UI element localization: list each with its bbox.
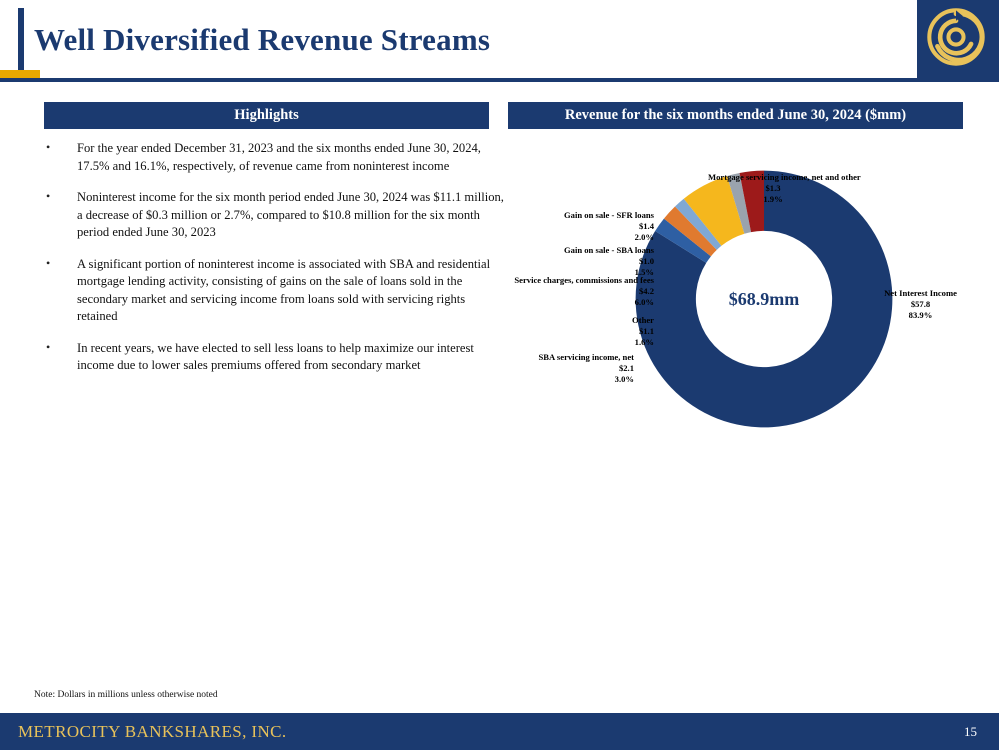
chart-label-gain-sfr [508, 210, 654, 243]
donut-slices [633, 168, 895, 430]
slide-header [0, 0, 999, 78]
bullet-text: Noninterest income for the six month period ended June 30, 2024 was $11.1 million, a decrease of $0.3 million or 2.7%, compared to $10.8 million for the six month period ended June 30, 2023 [77, 190, 504, 239]
chart-label-value: $2.1 [618, 363, 634, 373]
list-item [44, 189, 504, 242]
highlights-bullet-list [44, 140, 504, 389]
footnote: Note: Dollars in millions unless otherwise noted [34, 690, 218, 700]
footer-brand: METROCITY BANKSHARES, INC. [18, 722, 287, 741]
swirl-logo-icon [927, 8, 985, 66]
chart-label-net-interest-income [878, 288, 963, 321]
chart-label-name: Gain on sale - SFR loans [563, 210, 654, 220]
bullet-marker-icon: • [46, 189, 51, 203]
chart-label-name: Other [632, 315, 654, 325]
logo-container [917, 0, 999, 78]
header-left-rule [18, 8, 24, 70]
chart-label-name: Gain on sale - SBA loans [563, 245, 654, 255]
bullet-text: A significant portion of noninterest income is associated with SBA and residential mortgage lending activity, consisting of gains on the sale of loans sold in the secondary market and servicing income from loans sold with servicing rights retained [77, 256, 491, 323]
chart-label-percent: 2.0% [634, 232, 654, 242]
bullet-marker-icon: • [46, 339, 51, 354]
bullet-marker-icon: • [46, 255, 51, 270]
chart-label-sba-servicing [508, 352, 634, 385]
page-title: Well Diversified Revenue Streams [34, 22, 491, 57]
chart-label-percent: 83.9% [908, 310, 933, 320]
chart-label-other [528, 315, 654, 348]
donut-svg-wrapper [633, 168, 895, 430]
chart-label-name: Service charges, commissions and fees [514, 275, 654, 285]
list-item [44, 340, 504, 375]
bullet-text: For the year ended December 31, 2023 and the six months ended June 30, 2024, 17.5% and 16.1%, respectively, of revenue came from noninterest income [77, 141, 481, 173]
revenue-donut-chart [508, 140, 963, 470]
highlights-section-header: Highlights [44, 102, 489, 129]
chart-label-percent: 6.0% [634, 297, 654, 307]
chart-label-percent: 1.6% [634, 337, 654, 347]
header-underline [0, 78, 999, 82]
chart-label-value: $4.2 [638, 286, 654, 296]
revenue-section-header: Revenue for the six months ended June 30, 2024 ($mm) [508, 102, 963, 129]
page-number: 15 [964, 724, 977, 739]
chart-label-percent: 3.0% [614, 374, 634, 384]
chart-label-mortgage-servicing [708, 172, 861, 205]
chart-label-value: $57.8 [910, 299, 931, 309]
chart-label-percent: 1.9% [763, 194, 783, 204]
bullet-text: In recent years, we have elected to sell less loans to help maximize our interest income due to lower sales premiums offered from secondary market [77, 340, 474, 372]
chart-label-value: $1.3 [765, 183, 781, 193]
donut-center-total: $68.9mm [728, 288, 800, 309]
list-item [44, 256, 504, 326]
chart-label-name: Mortgage servicing income, net and other [708, 172, 861, 182]
chart-label-name: Net Interest Income [884, 288, 957, 298]
bullet-marker-icon: • [46, 140, 51, 154]
list-item [44, 140, 504, 175]
chart-label-service-charges [508, 275, 654, 308]
chart-label-gain-sba [508, 245, 654, 278]
chart-label-value: $1.4 [638, 221, 654, 231]
chart-label-value: $1.1 [638, 326, 654, 336]
chart-label-name: SBA servicing income, net [538, 352, 634, 362]
chart-label-value: $1.0 [638, 256, 654, 266]
chart-label-percent: 1.5% [634, 267, 654, 277]
slide-footer [0, 713, 999, 750]
